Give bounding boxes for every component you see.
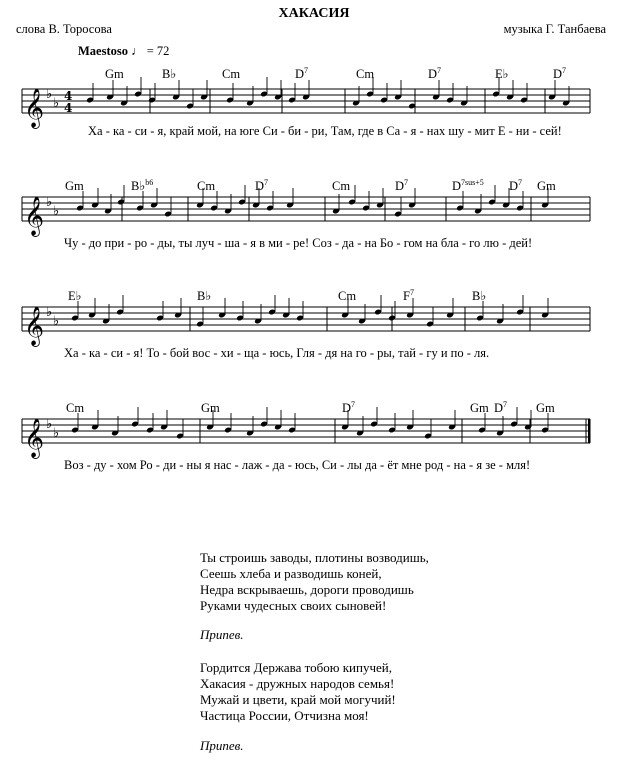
chord: B♭ [472, 289, 487, 304]
flat-icon: ♭ [53, 314, 60, 329]
flat-icon: ♭ [46, 417, 53, 432]
composer-credit: музыка Г. Танбаева [503, 22, 606, 36]
lyricist-credit: слова В. Торосова [16, 22, 112, 36]
treble-clef-icon: 𝄞 [24, 196, 45, 236]
flat-icon: ♭ [53, 204, 60, 219]
verse-line: Ты строишь заводы, плотины возводишь, [200, 550, 429, 565]
flat-icon: ♭ [46, 87, 53, 102]
chord: Gm [536, 401, 555, 416]
refrain-marker: Припев. [200, 627, 244, 642]
flat-icon: ♭ [53, 96, 60, 111]
song-title: ХАКАСИЯ [278, 6, 350, 21]
chord: $D^7$ [553, 66, 567, 82]
chord: E♭ [68, 289, 82, 304]
verse-line: Хакасия - дружных народов семья! [200, 676, 395, 691]
verse-line: Сеешь хлеба и разводишь коней, [200, 566, 382, 581]
chord: Gm [470, 401, 489, 416]
chord: $D^7$ [494, 400, 508, 416]
tempo-value: = 72 [146, 44, 170, 58]
refrain-marker-2: Припев. [200, 738, 244, 753]
chord: $D^7$ [428, 66, 442, 82]
treble-clef-icon: 𝄞 [24, 418, 45, 458]
final-barline [588, 419, 591, 443]
chord: B♭ [197, 289, 212, 304]
chord: Cm [197, 179, 216, 194]
flat-icon: ♭ [46, 195, 53, 210]
chord: $D^{7sus+5}$ [452, 178, 484, 194]
time-signature-top: 4 [64, 89, 73, 103]
time-signature-bottom: 4 [64, 101, 73, 115]
chord: E♭ [495, 67, 509, 82]
chord: Gm [65, 179, 84, 194]
verse-line: Недра вскрываешь, дороги проводишь [200, 582, 414, 597]
chord: $D^7$ [342, 400, 356, 416]
chord: Cm [332, 179, 351, 194]
verse-line: Мужай и цвети, край мой могучий! [200, 692, 396, 707]
verse-line: Частица России, Отчизна моя! [200, 708, 369, 723]
chord: $D^7$ [295, 66, 309, 82]
lyrics-line-2: Чу - до при - ро - ды, ты луч - ша - я в ми - ре! Соз - да - на Бо - гом на бла - го лю - дей! [64, 236, 533, 250]
chord: Cm [356, 67, 375, 82]
quarter-note-icon: ♩ [131, 44, 144, 58]
chord: $D^7$ [395, 178, 409, 194]
chord: B♭ [162, 67, 177, 82]
flat-icon: ♭ [46, 305, 53, 320]
verse-stanza-2 [200, 660, 396, 724]
lyrics-line-1: Ха - ка - си - я, край мой, на юге Си - би - ри, Там, где в Са - я - нах шу - мит Е - ни - сей! [88, 124, 562, 138]
verse-stanza [200, 550, 429, 614]
chord: Gm [537, 179, 556, 194]
verse-line: Гордится Держава тобою кипучей, [200, 660, 392, 675]
chord: Cm [222, 67, 241, 82]
treble-clef-icon: 𝄞 [24, 306, 45, 346]
chord: $D^7$ [255, 178, 269, 194]
chord: B♭$^{b6}$ [131, 178, 154, 194]
lyrics-line-3: Ха - ка - си - я! То - бой вос - хи - ща - юсь, Гля - дя на го - ры, тай - гу и по - ля. [64, 346, 490, 360]
chord: Gm [201, 401, 220, 416]
lyrics-line-4: Воз - ду - хом Ро - ди - ны я нас - лаж - да - юсь, Си - лы да - ёт мне род - на - я зе - мля! [64, 458, 531, 472]
tempo-word: Maestoso [78, 44, 128, 58]
chord: Cm [338, 289, 357, 304]
chord: Cm [66, 401, 85, 416]
treble-clef-icon: 𝄞 [24, 88, 45, 128]
chord: $F^7$ [403, 288, 414, 304]
chord: Gm [105, 67, 124, 82]
verse-line: Руками чудесных своих сыновей! [200, 598, 387, 613]
chord: $D^7$ [509, 178, 523, 194]
flat-icon: ♭ [53, 426, 60, 441]
